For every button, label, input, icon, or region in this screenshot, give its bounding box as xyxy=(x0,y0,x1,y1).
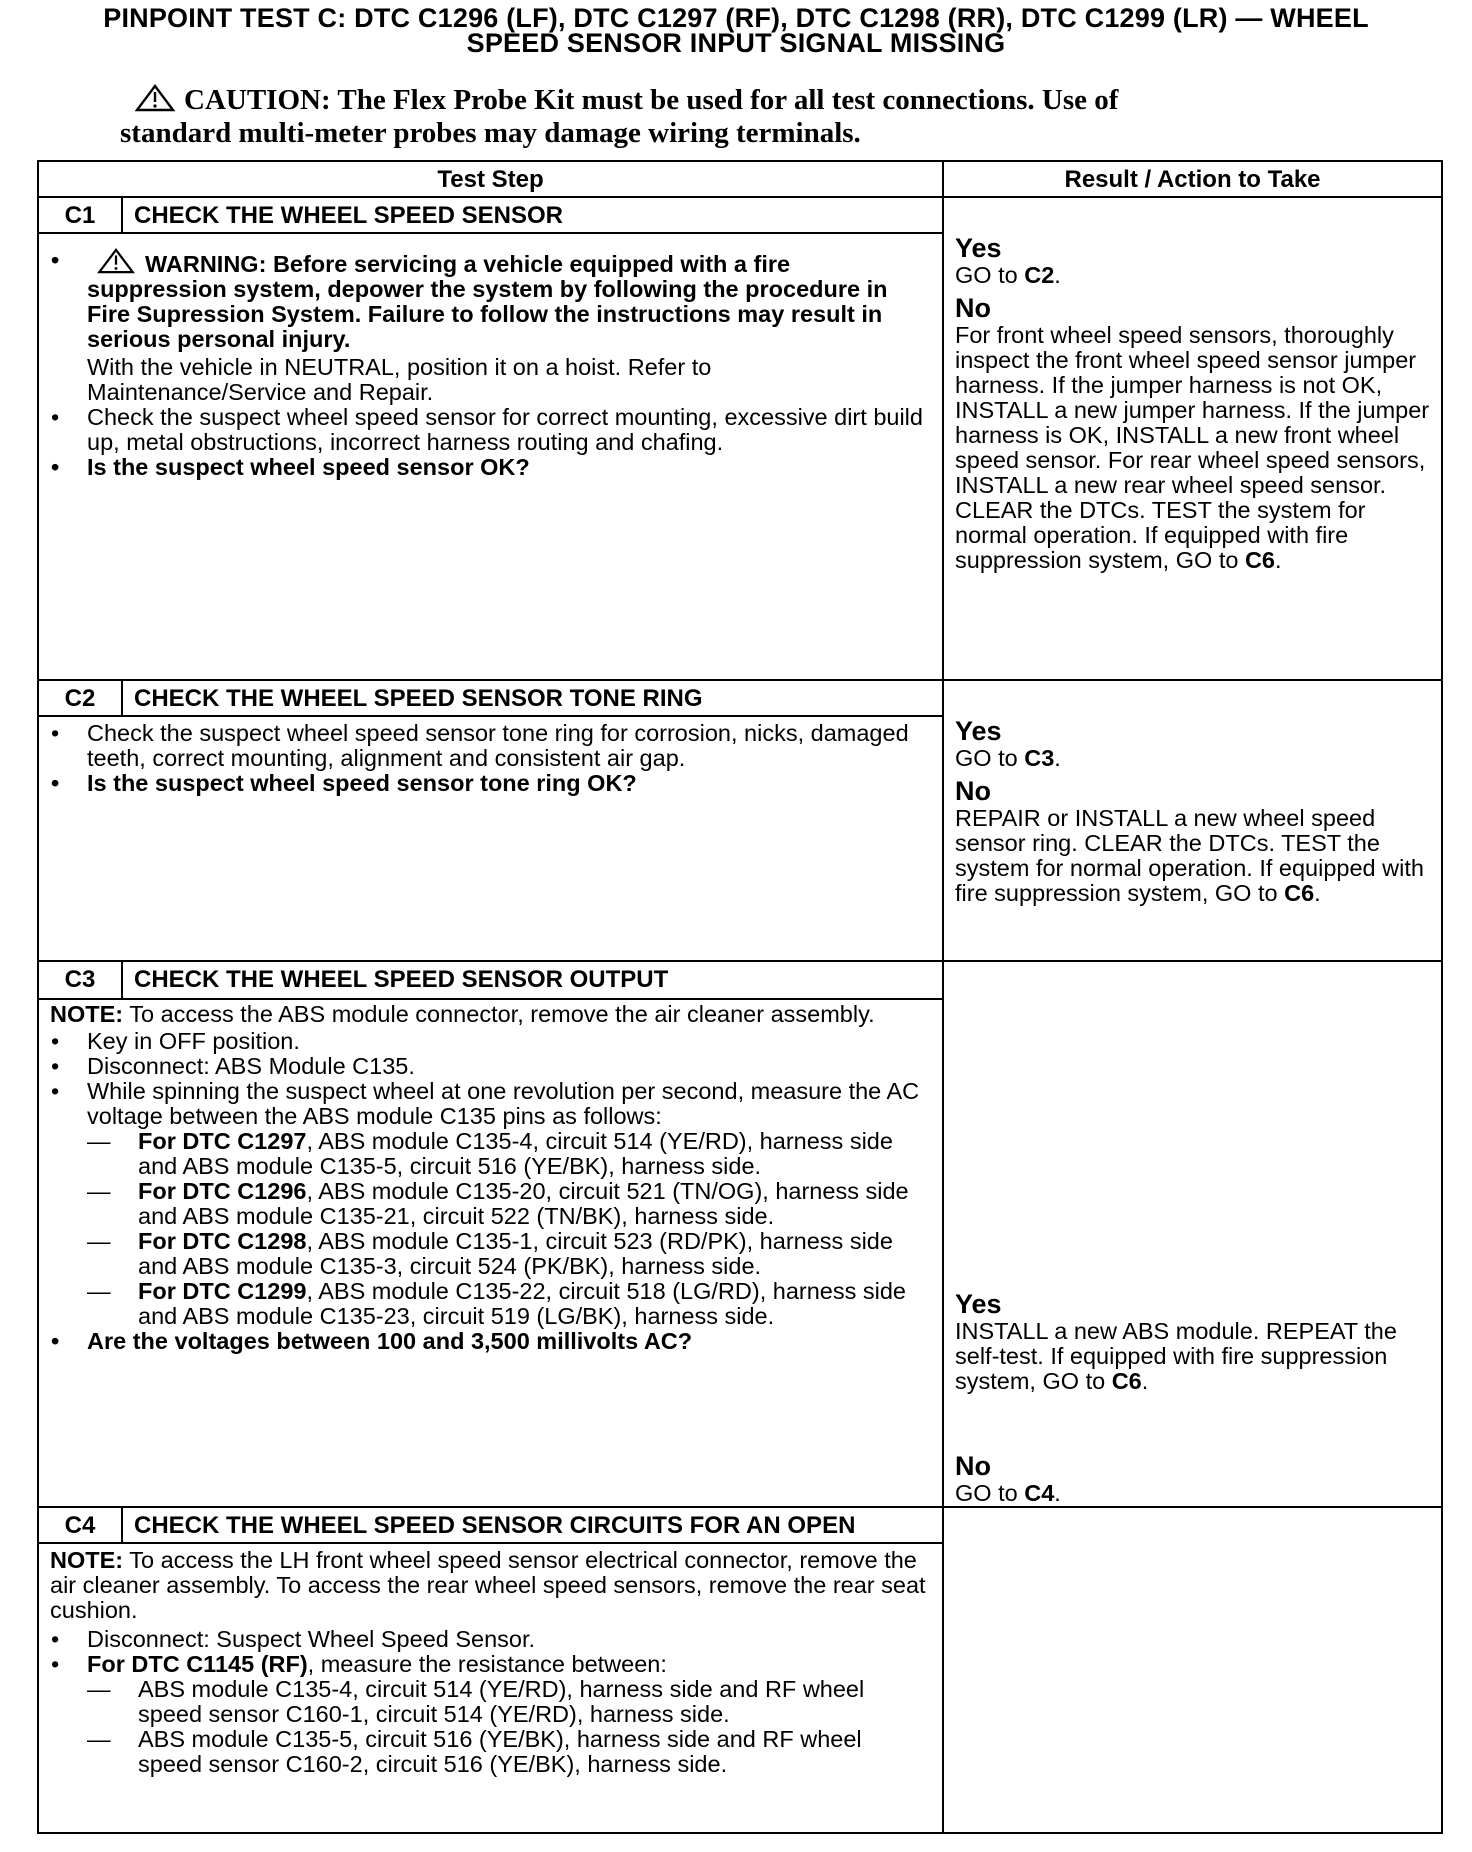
c3-dtc-label: For DTC C1296 xyxy=(138,1177,307,1204)
c1-warning-text: Before servicing a vehicle equipped with a fire suppression system, depower the system by following the procedure in Fire Supression System. Failure to follow the instructions may result in serious personal injury. xyxy=(87,251,888,352)
step-code-c4: C4 xyxy=(38,1507,122,1543)
result-c2-yes-link: C3 xyxy=(1024,745,1055,771)
result-c3-no-text xyxy=(955,1481,1435,1506)
c3-measure-sub-item xyxy=(87,1229,928,1279)
step-code-c2: C2 xyxy=(38,680,122,716)
result-c1 xyxy=(943,197,1442,680)
result-c2 xyxy=(943,680,1442,961)
c3-disconnect-item: • Disconnect: ABS Module C135. xyxy=(50,1054,928,1079)
c3-measure-sub-item xyxy=(87,1279,928,1329)
c3-dtc-label: For DTC C1298 xyxy=(138,1227,307,1254)
result-c3-yes-text xyxy=(955,1319,1435,1394)
step-code-c1: C1 xyxy=(38,197,122,233)
c3-dtc-text: , ABS module C135-20, circuit 521 (TN/OG), harness side and ABS module C135-21, circuit 522 (TN/BK), harness side. xyxy=(138,1177,909,1229)
result-c3-yes-link: C6 xyxy=(1111,1368,1142,1394)
c3-note-label: NOTE: xyxy=(50,1000,124,1027)
result-c2-yes-end: . xyxy=(1054,745,1061,771)
c3-note-text: To access the ABS module connector, remove the air cleaner assembly. xyxy=(129,1000,875,1027)
page-title-line-2: SPEED SENSOR INPUT SIGNAL MISSING xyxy=(466,28,1006,58)
result-c2-no-link: C6 xyxy=(1284,880,1315,906)
step-c1-title-row xyxy=(38,197,1442,233)
result-c2-yes-text xyxy=(955,746,1435,771)
result-c1-no-link: C6 xyxy=(1244,547,1275,573)
result-c2-no-text xyxy=(955,806,1435,906)
pinpoint-test-table xyxy=(37,160,1443,1834)
c4-measure-item xyxy=(50,1652,928,1777)
result-c3-no-action: GO to xyxy=(955,1480,1018,1506)
c4-note-text: To access the LH front wheel speed sensor electrical connector, remove the air cleaner assembly. To access the rear wheel speed sensors, remove the rear seat cushion. xyxy=(50,1547,926,1623)
result-c3-no-label: No xyxy=(955,1451,991,1481)
result-c1-no-label: No xyxy=(955,293,991,323)
result-c1-yes-text xyxy=(955,263,1435,288)
c1-question: • Is the suspect wheel speed sensor OK? xyxy=(50,455,928,480)
table-header-row xyxy=(38,161,1442,197)
header-test-step: Test Step xyxy=(38,161,943,197)
step-body-c2 xyxy=(38,716,943,961)
c4-measure-sub-item: — ABS module C135-4, circuit 514 (YE/RD), harness side and RF wheel speed sensor C160-1, circuit 514 (YE/RD), harness side. xyxy=(87,1677,928,1727)
result-c2-no-label: No xyxy=(955,776,991,806)
header-result-action: Result / Action to Take xyxy=(943,161,1442,197)
step-body-c4 xyxy=(38,1543,943,1833)
c3-measure-item xyxy=(50,1079,928,1329)
result-c2-no-action: REPAIR or INSTALL a new wheel speed sensor ring. CLEAR the DTCs. TEST the system for normal operation. If equipped with fire suppression system, GO to xyxy=(955,805,1424,906)
c3-note xyxy=(50,1002,928,1027)
warning-triangle-icon xyxy=(134,84,176,112)
result-c3-no-end: . xyxy=(1054,1480,1061,1506)
step-name-c2: CHECK THE WHEEL SPEED SENSOR TONE RING xyxy=(122,680,943,716)
result-c1-no-end: . xyxy=(1275,547,1282,573)
caution-text-1: The Flex Probe Kit must be used for all test connections. Use of xyxy=(337,84,1119,116)
c2-question: • Is the suspect wheel speed sensor tone ring OK? xyxy=(50,771,928,796)
result-c3 xyxy=(943,961,1442,1507)
result-c2-yes-action: GO to xyxy=(955,745,1018,771)
c3-dtc-text: , ABS module C135-4, circuit 514 (YE/RD), harness side and ABS module C135-5, circuit 516 (YE/BK), harness side. xyxy=(138,1127,893,1179)
result-c1-yes-end: . xyxy=(1054,262,1061,288)
result-c3-yes-end: . xyxy=(1141,1368,1149,1394)
step-name-c4: CHECK THE WHEEL SPEED SENSOR CIRCUITS FOR AN OPEN xyxy=(122,1507,943,1543)
warning-triangle-icon xyxy=(97,248,135,274)
c3-dtc-text: , ABS module C135-1, circuit 523 (RD/PK), harness side and ABS module C135-3, circuit 524 (PK/BK), harness side. xyxy=(138,1227,893,1279)
result-c3-no-link: C4 xyxy=(1024,1480,1055,1506)
step-code-c3: C3 xyxy=(38,961,122,999)
step-c4-title-row xyxy=(38,1507,1442,1543)
step-c2-title-row xyxy=(38,680,1442,716)
caution-notice xyxy=(120,84,1270,150)
step-body-c3 xyxy=(38,999,943,1507)
c3-question: • Are the voltages between 100 and 3,500 millivolts AC? xyxy=(50,1329,928,1354)
step-name-c3: CHECK THE WHEEL SPEED SENSOR OUTPUT xyxy=(122,961,943,999)
c1-warning-label: WARNING: xyxy=(145,251,267,277)
c3-dtc-label: For DTC C1299 xyxy=(138,1277,307,1304)
page-title-line-1: PINPOINT TEST C: DTC C1296 (LF), DTC C1297 (RF), DTC C1298 (RR), DTC C1299 (LR) — WHEEL xyxy=(103,3,1369,33)
caution-label: CAUTION: xyxy=(184,84,331,116)
c3-dtc-label: For DTC C1297 xyxy=(138,1127,307,1154)
c3-measure-sub-item xyxy=(87,1129,928,1179)
c3-dtc-text: , ABS module C135-22, circuit 518 (LG/RD), harness side and ABS module C135-23, circuit 519 (LG/BK), harness side. xyxy=(138,1277,906,1329)
result-c1-no-action: For front wheel speed sensors, thoroughly inspect the front wheel speed sensor jumper harness. If the jumper harness is not OK, INSTALL a new jumper harness. If the jumper harness is OK, INSTALL a new front wheel speed sensor. For rear wheel speed sensors, INSTALL a new rear wheel speed sensor. CLEAR the DTCs. TEST the system for normal operation. If equipped with fire suppression system, GO to xyxy=(955,322,1430,573)
result-c3-yes-label: Yes xyxy=(955,1289,1002,1319)
caution-text-2: standard multi-meter probes may damage wiring terminals. xyxy=(120,117,861,149)
c3-key-item: • Key in OFF position. xyxy=(50,1029,928,1054)
c2-check-item: • Check the suspect wheel speed sensor tone ring for corrosion, nicks, damaged teeth, correct mounting, alignment and consistent air gap. xyxy=(50,721,928,771)
c4-measure-text: , measure the resistance between: xyxy=(307,1651,667,1677)
result-c2-yes-label: Yes xyxy=(955,716,1002,746)
c3-measure-sub-item xyxy=(87,1179,928,1229)
c4-note xyxy=(50,1548,928,1623)
step-name-c1: CHECK THE WHEEL SPEED SENSOR xyxy=(122,197,943,233)
c4-measure-sub-item: — ABS module C135-5, circuit 516 (YE/BK), harness side and RF wheel speed sensor C160-2, circuit 516 (YE/BK), harness side. xyxy=(87,1727,928,1777)
result-c1-yes-action: GO to xyxy=(955,262,1018,288)
c3-measure-text: While spinning the suspect wheel at one revolution per second, measure the AC voltage between the ABS module C135 pins as follows: xyxy=(87,1077,920,1129)
result-c1-no-text xyxy=(955,323,1435,573)
c1-neutral-text: With the vehicle in NEUTRAL, position it on a hoist. Refer to Maintenance/Service and Repair. xyxy=(87,354,712,405)
result-c4 xyxy=(943,1507,1442,1833)
result-c3-yes-action: INSTALL a new ABS module. REPEAT the self-test. If equipped with fire suppression system, GO to xyxy=(955,1318,1397,1394)
step-body-c1 xyxy=(38,233,943,680)
c1-warning xyxy=(50,248,928,352)
c1-check-item: • Check the suspect wheel speed sensor for correct mounting, excessive dirt build up, metal obstructions, incorrect harness routing and chafing. xyxy=(50,405,928,455)
page-title xyxy=(0,3,1472,58)
c4-note-label: NOTE: xyxy=(50,1547,124,1573)
result-c1-yes-link: C2 xyxy=(1024,262,1055,288)
c4-disconnect-item: • Disconnect: Suspect Wheel Speed Sensor. xyxy=(50,1627,928,1652)
c4-dtc-label: For DTC C1145 (RF) xyxy=(87,1651,308,1677)
result-c1-yes-label: Yes xyxy=(955,233,1002,263)
step-c3-title-row xyxy=(38,961,1442,999)
result-c2-no-end: . xyxy=(1314,880,1321,906)
